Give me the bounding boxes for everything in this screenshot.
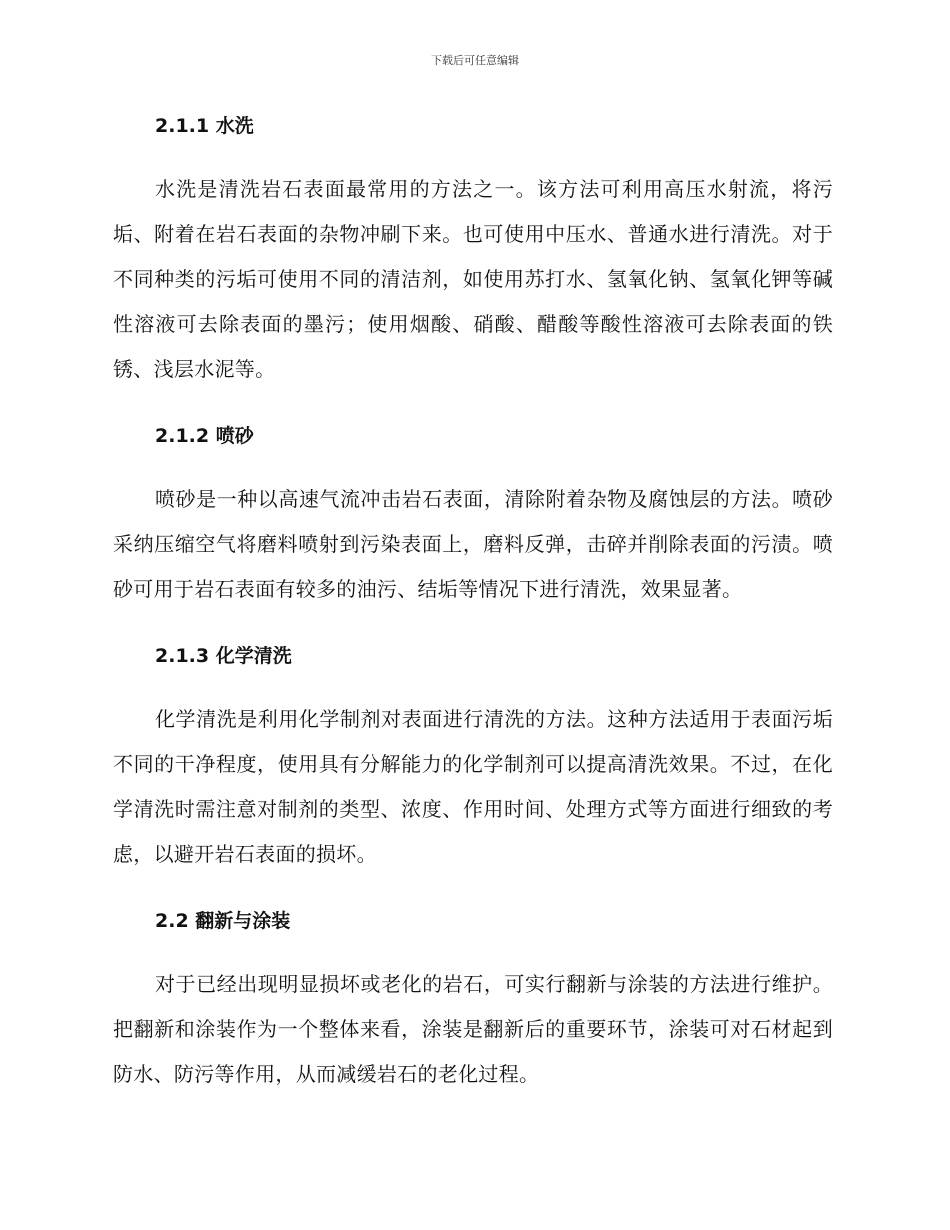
section-paragraph: 喷砂是一种以高速气流冲击岩石表面，清除附着杂物及腐蚀层的方法。喷砂采纳压缩空气将磨料喷射到污染表面上，磨料反弹，击碎并削除表面的污渍。喷砂可用于岩石表面有较多的油污、结垢等情况下进行清洗，效果显著。 [113, 487, 833, 601]
page-header-note: 下载后可任意编辑 [431, 54, 519, 67]
section-heading: 2.2 翻新与涂装 [155, 910, 291, 932]
section-heading: 2.1.3 化学清洗 [155, 645, 292, 667]
section-heading: 2.1.2 喷砂 [155, 425, 254, 447]
section-renovation-coating [113, 906, 833, 1097]
section-sandblasting [113, 421, 833, 612]
section-paragraph: 化学清洗是利用化学制剂对表面进行清洗的方法。这种方法适用于表面污垢不同的干净程度，使用具有分解能力的化学制剂可以提高清洗效果。不过，在化学清洗时需注意对制剂的类型、浓度、作用时间、处理方式等方面进行细致的考虑，以避开岩石表面的损坏。 [113, 707, 833, 866]
document-body [113, 111, 833, 1126]
section-paragraph: 对于已经出现明显损坏或老化的岩石，可实行翻新与涂装的方法进行维护。把翻新和涂装作为一个整体来看，涂装是翻新后的重要环节，涂装可对石材起到防水、防污等作用，从而减缓岩石的老化过程。 [113, 972, 833, 1086]
section-water-washing [113, 111, 833, 392]
section-paragraph: 水洗是清洗岩石表面最常用的方法之一。该方法可利用高压水射流，将污垢、附着在岩石表面的杂物冲刷下来。也可使用中压水、普通水进行清洗。对于不同种类的污垢可使用不同的清洁剂，如使用苏打水、氢氧化钠、氢氧化钾等碱性溶液可去除表面的墨污；使用烟酸、硝酸、醋酸等酸性溶液可去除表面的铁锈、浅层水泥等。 [113, 177, 833, 381]
section-chemical-cleaning [113, 641, 833, 877]
section-heading: 2.1.1 水洗 [155, 115, 254, 137]
